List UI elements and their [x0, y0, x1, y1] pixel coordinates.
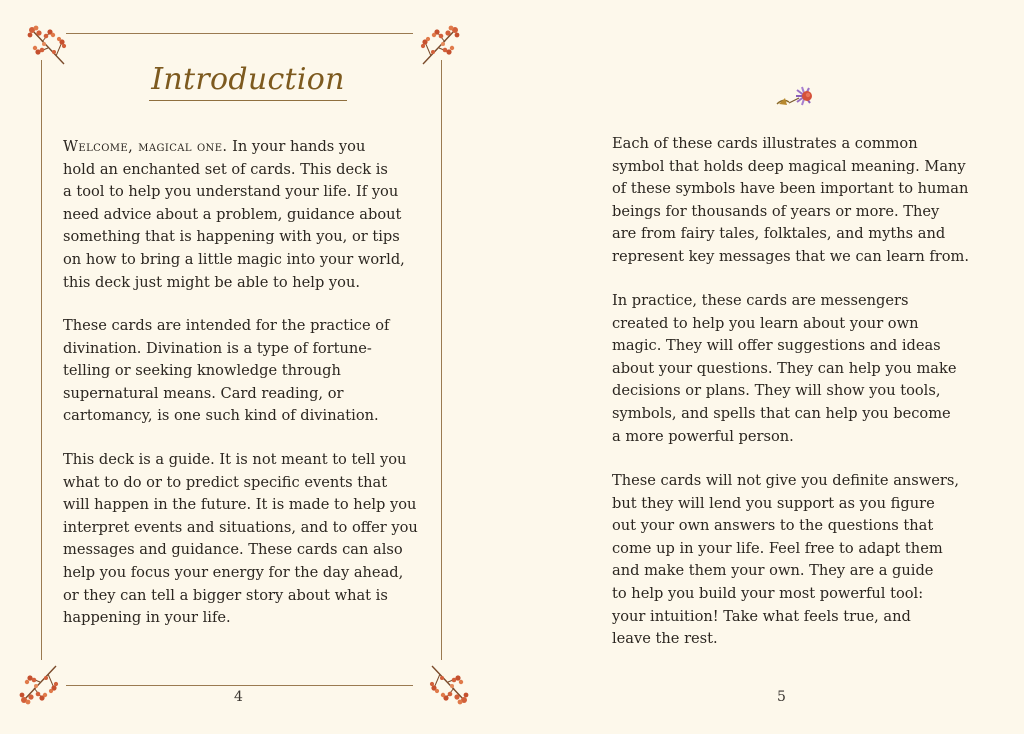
text-line: or they can tell a bigger story about what is — [63, 586, 388, 604]
text-line: a more powerful person. — [612, 427, 794, 445]
text-line: Each of these cards illustrates a common — [612, 135, 918, 152]
text-line: but they will lend you support as you figure — [612, 494, 935, 512]
page-title — [0, 62, 496, 101]
text-line: messages and guidance. These cards can also — [63, 541, 403, 559]
text-line: need advice about a problem, guidance about — [63, 205, 402, 223]
text-line: These cards will not give you definite answers, — [612, 472, 960, 489]
text-line: interpret events and situations, and to offer you — [63, 518, 418, 536]
paragraph-symbols — [612, 133, 969, 269]
purple-flower-icon — [773, 86, 821, 112]
text-line: These cards are intended for the practice of — [63, 317, 390, 334]
page-number-right: 5 — [777, 689, 786, 705]
text-line: symbols, and spells that can help you become — [612, 404, 951, 422]
text-line: on how to bring a little magic into your world, — [63, 250, 405, 268]
paragraph-guide — [63, 449, 418, 630]
text-line: In your hands you — [227, 138, 366, 155]
text-line: something that is happening with you, or tips — [63, 228, 400, 246]
text-line: happening in your life. — [63, 609, 231, 627]
text-line: what to do or to predict specific events that — [63, 473, 388, 491]
text-line: cartomancy, is one such kind of divination. — [63, 407, 379, 425]
text-line: out your own answers to the questions that — [612, 517, 934, 535]
text-line: magic. They will offer suggestions and ideas — [612, 337, 941, 355]
text-line: beings for thousands of years or more. They — [612, 202, 940, 220]
frame-left-border — [41, 60, 42, 660]
leaf-sprig-icon — [18, 662, 62, 706]
text-line: your intuition! Take what feels true, and — [612, 607, 911, 625]
text-line: symbol that holds deep magical meaning. Many — [612, 157, 966, 175]
paragraph-welcome — [63, 136, 405, 294]
frame-bottom-border — [66, 685, 413, 686]
paragraph-divination — [63, 315, 389, 428]
text-line: represent key messages that we can learn from. — [612, 247, 970, 265]
frame-right-border — [441, 60, 442, 660]
text-line: telling or seeking knowledge through — [63, 362, 341, 380]
text-line: will happen in the future. It is made to help you — [63, 496, 417, 514]
text-line: hold an enchanted set of cards. This deck is — [63, 160, 388, 178]
text-line: This deck is a guide. It is not meant to tell you — [63, 451, 407, 468]
text-line: come up in your life. Feel free to adapt them — [612, 539, 943, 557]
text-line: a tool to help you understand your life. If you — [63, 183, 399, 201]
text-line: help you focus your energy for the day ahead, — [63, 563, 404, 581]
text-line: of these symbols have been important to human — [612, 180, 969, 198]
text-line: leave the rest. — [612, 630, 718, 648]
lead-in-smallcaps: Welcome, magical one. — [63, 138, 228, 155]
text-line: In practice, these cards are messengers — [612, 292, 909, 309]
leaf-sprig-icon — [426, 662, 470, 706]
page-number-left: 4 — [234, 689, 243, 705]
paragraph-practice — [612, 290, 956, 448]
text-line: and make them your own. They are a guide — [612, 562, 934, 580]
text-line: to help you build your most powerful tool: — [612, 584, 924, 602]
page-title-text: Introduction — [149, 62, 347, 101]
text-line: supernatural means. Card reading, or — [63, 384, 344, 402]
text-line: are from fairy tales, folktales, and myths and — [612, 225, 946, 243]
paragraph-answers — [612, 470, 959, 651]
text-line: about your questions. They can help you make — [612, 359, 957, 377]
text-line: this deck just might be able to help you. — [63, 273, 361, 291]
text-line: created to help you learn about your own — [612, 314, 919, 332]
text-line: decisions or plans. They will show you tools, — [612, 382, 941, 400]
text-line: divination. Divination is a type of fortune- — [63, 339, 372, 357]
frame-top-border — [66, 33, 413, 34]
